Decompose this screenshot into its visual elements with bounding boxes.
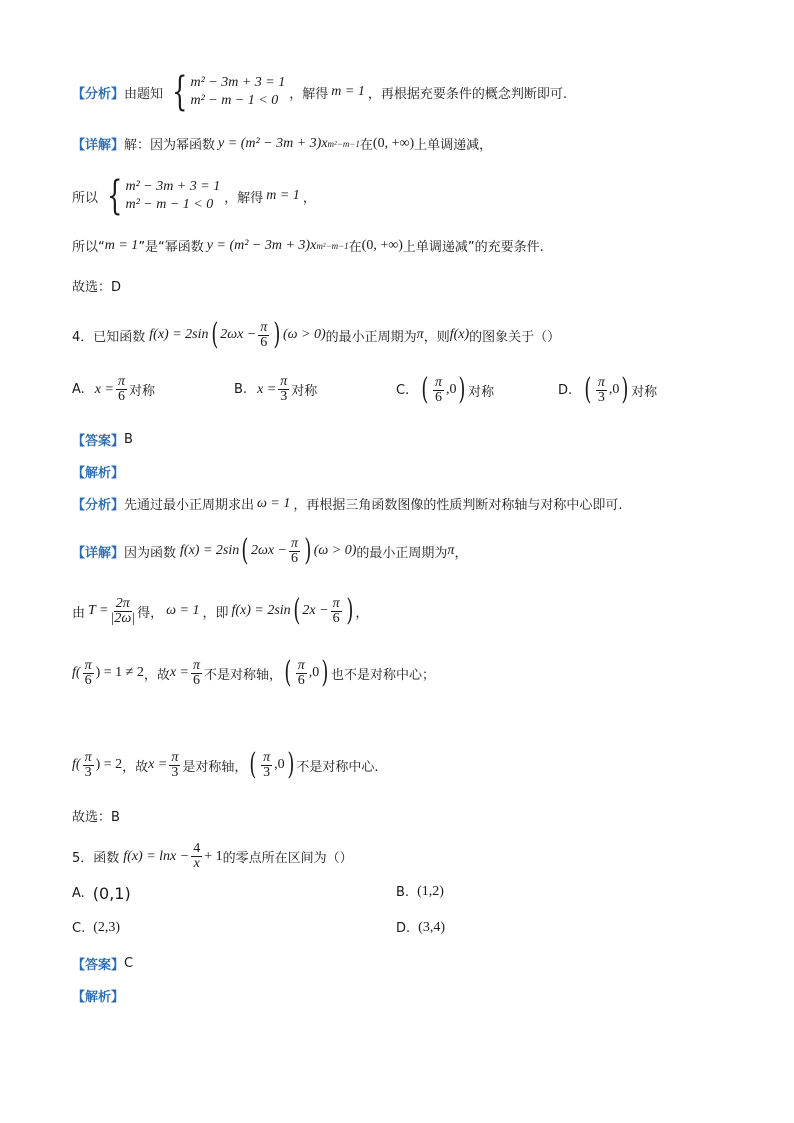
option-label: C. (72, 920, 86, 936)
analysis-tag: 【分析】 (72, 86, 125, 102)
math-expr: x = (148, 757, 168, 772)
math-expr: π (416, 327, 424, 342)
question-text: 4．已知函数 (72, 329, 146, 345)
detail-text: 上单调递减， (414, 138, 493, 153)
question-text: 的最小正周期为 (325, 329, 417, 345)
system-row-2: m² − m − 1 < 0 (190, 93, 279, 108)
system-row-2: m² − m − 1 < 0 (125, 197, 214, 212)
detail-text: 解：因为幂函数 (124, 138, 216, 153)
q4-stem: 4．已知函数 f(x) = 2sin ( 2ωx − $\frac{\pi}{6}$ ) (ω > 0) 的最小正周期为 π ，则 f(x) 的图象关于（） (72, 317, 561, 352)
option-label: A. (72, 886, 85, 901)
math-expr: (0, +∞) (361, 237, 403, 253)
question-text: 5．函数 (72, 851, 120, 866)
choice-text: 故选：B (72, 810, 120, 825)
analysis-text: ，解得 (289, 86, 329, 102)
jiexi-tag: 【解析】 (72, 466, 125, 481)
equation-system: { m² − 3m + 3 = 1 m² − m − 1 < 0 (172, 69, 286, 115)
q3-so-line (72, 173, 316, 219)
q4-by-line: 由 T = $\frac{2\pi}{|2\omega|}$ 得， ω = 1 ，即 f(x) = 2sin ( 2x − $\frac{\pi}{6}$ ) ， (72, 593, 369, 628)
q5-stem: 5．函数 f(x) = lnx − $\frac{4}{x}$ + 1 的零点所在区间为（） (72, 841, 353, 871)
q3-analysis-line (72, 69, 567, 115)
math-expr: x = (257, 381, 277, 397)
q4-detail: 【详解】 因为函数 f(x) = 2sin ( 2ωx − $\frac{\pi}{6}$ ) (ω > 0) 的最小正周期为 π ， (72, 533, 468, 568)
math-expr: y = (m² − 3m + 3)x (218, 135, 328, 151)
option-value: (3,4) (418, 920, 445, 935)
detail-text: 所以 (72, 190, 99, 206)
detail-text: 所以“ (72, 240, 105, 255)
detail-text: 在 (359, 138, 373, 153)
option-text: 对称 (468, 384, 495, 400)
math-expr: x = (94, 381, 114, 397)
math-expr: ,0 (608, 382, 620, 397)
detail-text: ，故 (143, 667, 170, 683)
option-b[interactable]: B. x = $\frac{\pi}{3}$ 对称 (234, 374, 318, 404)
math-expr: m = 1 (104, 237, 139, 253)
math-expr: f( (72, 757, 81, 772)
equation-system: { m² − 3m + 3 = 1 m² − m − 1 < 0 (107, 173, 221, 219)
math-expr: ω = 1 (166, 603, 200, 618)
detail-tag: 【详解】 (72, 138, 125, 153)
option-d[interactable]: D. ( $\frac{\pi}{3}$ ,0 ) 对称 (558, 372, 658, 407)
option-value: (0,1) (92, 884, 131, 903)
analysis-text: 由题知 (124, 86, 164, 102)
question-text: ，则 (423, 329, 450, 345)
detail-text: 的最小正周期为 (356, 545, 448, 561)
option-text: 对称 (128, 384, 155, 399)
question-text: 的图象关于（） (469, 329, 561, 345)
option-label: B. (396, 884, 410, 900)
option-value: (1,2) (417, 884, 444, 899)
q4-f-pi6-line: f( $\frac{\pi}{6}$ ) = 1 ≠ 2 ，故 x = $\frac{\pi}{6}$ 不是对称轴， ( $\frac{\pi}{6}$ ,0 ) 也不是对称中心； (72, 655, 436, 690)
answer-tag: 【答案】 (72, 434, 125, 449)
detail-text: ， (302, 190, 316, 206)
math-expr: f( (72, 665, 81, 680)
math-expr: f(x) = lnx − (123, 848, 190, 864)
detail-text: ，故 (122, 759, 149, 775)
analysis-text: ，再根据三角函数图像的性质判断对称轴与对称中心即可. (293, 498, 623, 513)
option-c[interactable]: C. ( $\frac{\pi}{6}$ ,0 ) 对称 (396, 372, 495, 407)
system-row-1: m² − 3m + 3 = 1 (190, 75, 286, 90)
math-expr: f(x) = 2sin (180, 543, 240, 558)
option-d[interactable] (396, 920, 445, 936)
detail-text: 不是对称中心. (296, 759, 379, 775)
jiexi-tag: 【解析】 (72, 990, 125, 1005)
q3-choice-line (72, 276, 121, 295)
q4-f-pi3-line: f( $\frac{\pi}{3}$ ) = 2 ，故 x = $\frac{\pi}{3}$ 是对称轴， ( $\frac{\pi}{3}$ ,0 ) 不是对称中心. (72, 747, 379, 782)
math-expr: (0, +∞) (372, 135, 415, 151)
detail-text: 是对称轴， (182, 759, 248, 775)
detail-text: 上单调递减”的充要条件. (402, 240, 544, 255)
analysis-text: 先通过最小正周期求出 (124, 498, 255, 513)
fraction: $\frac{\pi}{6}$ (260, 319, 268, 350)
option-text: 对称 (631, 384, 658, 400)
system-row-1: m² − 3m + 3 = 1 (125, 179, 221, 194)
math-expr: ω = 1 (257, 495, 291, 511)
math-expr: + 1 (204, 848, 223, 864)
detail-text: 由 (72, 605, 86, 621)
q4-analysis (72, 494, 623, 513)
option-label: B. (234, 382, 248, 397)
q3-detail-line (72, 134, 492, 153)
math-expr: f(x) = 2sin (149, 327, 209, 342)
q4-jiexi (72, 462, 124, 481)
math-expr: f(x) (449, 327, 470, 342)
math-expr: (ω > 0) (283, 327, 326, 342)
option-label: A. (72, 382, 85, 397)
q4-choice-line (72, 806, 120, 825)
math-expr: 2x − (302, 603, 329, 618)
math-expr: 2ωx − (250, 543, 288, 558)
q3-conclusion-line (72, 236, 544, 255)
detail-text: 得， (137, 605, 164, 621)
detail-text: ， (454, 545, 468, 561)
math-expr: m = 1 (331, 84, 365, 99)
detail-tag: 【详解】 (72, 545, 125, 561)
math-expr: f(x) = 2sin (231, 603, 291, 618)
option-label: C. (396, 382, 410, 398)
detail-text: 也不是对称中心； (331, 667, 436, 683)
math-expr: m = 1 (266, 188, 300, 203)
answer-tag: 【答案】 (72, 958, 125, 973)
question-text: 的零点所在区间为（） (222, 851, 353, 866)
detail-text: ，解得 (224, 190, 264, 206)
math-expr: ,0 (274, 757, 285, 772)
detail-text: ，即 (202, 605, 229, 621)
option-b[interactable] (396, 884, 444, 900)
math-expr: ,0 (445, 382, 457, 397)
option-c[interactable] (72, 920, 120, 936)
detail-text: ， (355, 605, 369, 621)
math-expr: π (447, 543, 455, 558)
math-expr: y = (m² − 3m + 3)x (206, 237, 317, 253)
math-expr: ) = 2 (95, 757, 123, 772)
option-label: D. (558, 382, 573, 398)
math-expr: ) = 1 ≠ 2 (95, 665, 144, 680)
detail-text: 不是对称轴， (204, 667, 283, 683)
detail-text: ”是“幂函数 (138, 240, 204, 255)
option-a[interactable]: A. x = $\frac{\pi}{6}$ 对称 (72, 374, 155, 404)
math-exponent: m²−m−1 (316, 240, 349, 251)
q5-jiexi (72, 986, 124, 1005)
q5-answer (72, 954, 133, 973)
q4-answer (72, 430, 133, 449)
option-label: D. (396, 920, 411, 936)
answer-value: C (124, 956, 134, 971)
option-a[interactable] (72, 884, 131, 903)
analysis-text: ，再根据充要条件的概念判断即可. (367, 86, 567, 102)
math-expr: (ω > 0) (313, 543, 357, 558)
math-expr: x = (169, 665, 190, 680)
math-expr: 2ωx − (220, 327, 257, 342)
choice-text: 故选：D (72, 280, 122, 295)
math-expr: ,0 (308, 665, 320, 680)
analysis-tag: 【分析】 (72, 498, 125, 513)
option-text: 对称 (291, 384, 318, 399)
answer-value: B (124, 432, 133, 447)
math-expr: T = (88, 603, 109, 618)
detail-text: 因为函数 (124, 545, 177, 561)
option-value: (2,3) (93, 920, 121, 935)
detail-text: 在 (348, 240, 362, 255)
math-exponent: m²−m−1 (327, 138, 360, 149)
